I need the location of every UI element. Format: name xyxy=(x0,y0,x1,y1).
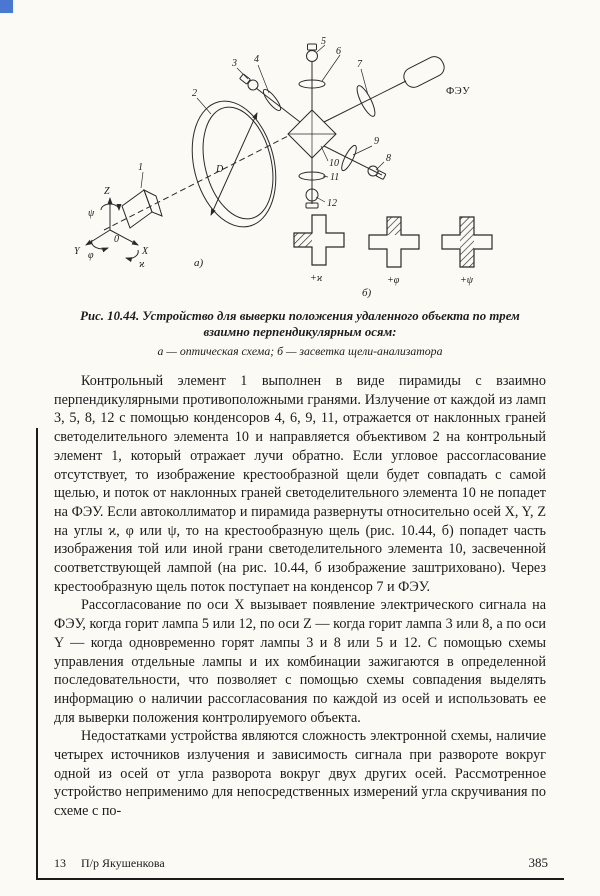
leader-lines xyxy=(141,45,384,202)
part-label-12: 12 xyxy=(327,198,337,209)
photomultiplier-tube xyxy=(401,54,448,91)
signature-number: 13 xyxy=(54,856,66,870)
part-label-9: 9 xyxy=(374,136,379,147)
part-label-7: 7 xyxy=(357,59,362,70)
sublabel-a: а) xyxy=(194,257,204,269)
signature-text: П/р Якушенкова xyxy=(81,856,165,870)
scan-edge-bottom xyxy=(36,878,564,880)
part-label-1: 1 xyxy=(138,162,143,173)
cross-label-kappa: +ϰ xyxy=(310,273,323,284)
paragraph-2: Рассогласование по оси X вызывает появление электрического сигнала на ФЭУ, когда горит лампа 5 или 12, по оси Z — когда горит лампа 3 или 8, а по оси Y — когда одновременно горят лампы 3 и 8 или 5 и 12. С помощью схемы управления отдельные лампы и их комбинации зажигаются в определенной последовательности, что позволяет с помощью схемы совпадения выделять информацию о наличии рассогласования по каждой из осей и использовать ее для выверки положения контролируемого объекта. xyxy=(54,597,546,726)
beam-splitter-cube xyxy=(288,110,336,158)
objective-lens xyxy=(180,92,289,236)
detector-branch xyxy=(324,54,447,122)
page-footer xyxy=(54,855,548,871)
caption-line-2: взаимно перпендикулярным осям: xyxy=(203,325,397,339)
caption-line-3: а — оптическая схема; б — засветка щели-анализатора xyxy=(157,344,443,358)
control-element-pyramid xyxy=(122,190,162,228)
sublabel-b: б) xyxy=(362,287,372,299)
corner-artifact xyxy=(0,0,13,13)
axis-label-x: X xyxy=(142,246,149,257)
paragraph-1: Контрольный элемент 1 выполнен в виде пирамиды с взаимно перпендикулярными противоположными гранями. Излучение от каждой из ламп 3, 5, 8, 12 с помощью конденсоров 4, 6, 9, 11, отражается от наклонных граней светоделительного элемента 10 и направляется объективом 2 на контрольный элемент 1, который отражает лучи обратно. Если угловое рассогласование отсутствует, то изображение крестообразной щели будет совпадать с самой щелью, и поток от наклонных граней светоделительного элемента 10 не попадет на ФЭУ. Если автоколлиматор и пирамида развернуты относительно осей X, Y, Z на углы ϰ, φ или ψ, то на крестообразную щель (рис. 10.44, б) попадет часть изображения той или иной грани светоделительного элемента 10, засвеченной соответствующей лампой (на рис. 10.44, б изображение заштриховано). Через крестообразную щель поток поступает на конденсор 7 и ФЭУ. xyxy=(54,373,546,595)
part-label-6: 6 xyxy=(336,46,341,57)
part-label-11: 11 xyxy=(330,172,340,183)
angle-label-kappa: ϰ xyxy=(139,259,145,270)
axis-label-z: Z xyxy=(104,186,110,197)
body-text xyxy=(54,372,546,821)
caption-line-1: Рис. 10.44. Устройство для выверки положения удаленного объекта по трем xyxy=(80,309,520,323)
slit-analyzer-crosses xyxy=(294,215,492,267)
figure-caption xyxy=(40,308,560,359)
part-label-10: 10 xyxy=(329,158,339,169)
lamp-condenser-bottom xyxy=(299,158,325,208)
figure-labels xyxy=(74,36,474,299)
printers-signature xyxy=(54,856,165,871)
figure-diagram xyxy=(44,34,556,300)
page-number: 385 xyxy=(528,855,548,870)
figure-10-44 xyxy=(44,34,556,305)
diameter-label: D xyxy=(216,164,224,175)
optical-axis xyxy=(104,136,288,230)
origin-label: 0 xyxy=(114,234,119,245)
scan-edge-left xyxy=(36,428,38,880)
part-label-3: 3 xyxy=(232,58,237,69)
axis-label-y: Y xyxy=(74,246,80,257)
lamp-condenser-top xyxy=(299,44,325,110)
lamp-condenser-upper-left xyxy=(240,74,300,122)
cross-label-psi: +ψ xyxy=(460,275,473,286)
part-label-8: 8 xyxy=(386,153,391,164)
part-label-2: 2 xyxy=(192,88,197,99)
angle-label-phi: φ xyxy=(88,250,94,261)
paragraph-3: Недостатками устройства являются сложность электронной схемы, наличие четырех источников излучения и зависимость сигнала при развороте вокруг одной из осей от угла разворота вокруг двух других осей. Рассмотренное устройство неприменимо для непосредственных измерений угла скручивания по схеме с по- xyxy=(54,728,546,820)
detector-label: ФЭУ xyxy=(446,86,471,97)
part-label-5: 5 xyxy=(321,36,326,47)
cross-label-phi: +φ xyxy=(387,275,400,286)
part-label-4: 4 xyxy=(254,54,259,65)
angle-label-psi: ψ xyxy=(88,208,95,219)
